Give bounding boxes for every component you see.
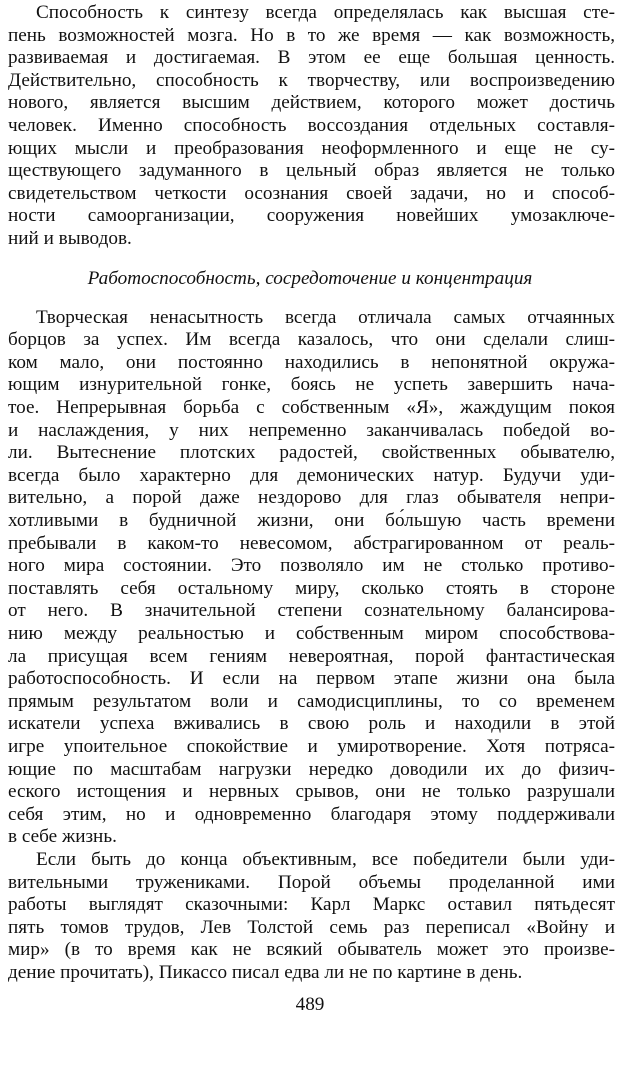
text-line: ли. Вытеснение плотских радостей, свойственных обывателю,	[8, 442, 615, 464]
text-line: работы выглядят сказочными: Карл Маркс оставил пятьдесят	[8, 894, 615, 916]
text-line: вительными тружениками. Порой объемы проделанной ими	[8, 871, 615, 893]
text-line: от него. В значительной степени сознательному балансирова-	[8, 600, 615, 622]
text-line: еского истощения и нервных срывов, они не только разрушали	[8, 781, 615, 803]
text-line: нового, является высшим действием, которого может достичь	[8, 92, 615, 114]
text-line: мир» (в то время как не всякий обыватель может это произве-	[8, 939, 615, 961]
text-line: развиваемая и достигаемая. В этом ее еще большая ценность.	[8, 47, 615, 69]
text-line: ности самоорганизации, сооружения новейших умозаключе-	[8, 205, 615, 227]
text-line: ющих мысли и преобразования неоформленного и еще не су-	[8, 137, 615, 159]
text-line: Если быть до конца объективным, все победители были уди-	[36, 849, 615, 870]
text-line: искатели успеха вживались в свою роль и находили в этой	[8, 713, 615, 735]
text-line: ющим изнурительной гонке, боясь не успеть завершить нача-	[8, 374, 615, 396]
text-line: всегда было характерно для демонических натур. Будучи уди-	[8, 464, 615, 486]
text-line: тое. Непрерывная борьба с собственным «Я», жаждущим покоя	[8, 397, 615, 418]
text-line: Способность к синтезу всегда определялась как высшая сте-	[36, 2, 615, 23]
text-line: свидетельством четкости осознания своей задачи, но и способ-	[8, 182, 615, 204]
text-line: пребывали в каком-то невесомом, абстрагированном от реаль-	[8, 532, 615, 554]
text-line: нию между реальностью и собственным миром способствова-	[8, 623, 615, 644]
text-line: ного мира состоянии. Это позволяло им не столько противо-	[8, 555, 615, 577]
section-heading: Работоспособность, сосредоточение и концентрация	[87, 267, 533, 289]
text-line: Творческая ненасытность всегда отличала самых отчаянных	[36, 306, 615, 328]
text-line: прямым результатом воли и самодисциплины, то со временем	[8, 690, 615, 712]
text-line: пень возможностей мозга. Но в то же время — как возможность,	[8, 24, 615, 46]
text-line: ний и выводов.	[8, 228, 132, 249]
text-line: и наслаждения, у них непременно заканчивалась победой во-	[8, 419, 615, 441]
text-line: человек. Именно способность воссоздания отдельных составля-	[8, 115, 615, 136]
text-line: хотливыми в будничной жизни, они бо́льшую часть времени	[8, 510, 615, 531]
text-line: ком мало, они постоянно находились в непонятной окружа-	[8, 351, 615, 373]
text-line: борцов за успех. Им всегда казалось, что они сделали слиш-	[8, 329, 615, 351]
text-line: дение прочитать), Пикассо писал едва ли не по картине в день.	[8, 962, 523, 983]
text-line: в себе жизнь.	[8, 826, 117, 848]
text-line: поставлять себя остальному миру, сколько стоять в стороне	[8, 577, 615, 599]
text-line: вительно, а порой даже нездорово для глаз обывателя непри-	[8, 487, 615, 509]
text-line: ющие по масштабам нагрузки нередко доводили их до физич-	[8, 758, 615, 780]
text-line: Действительно, способность к творчеству, или воспроизведению	[8, 69, 615, 91]
text-line: ществующего задуманного в цельный образ является не только	[8, 160, 615, 182]
text-line: пять томов трудов, Лев Толстой семь раз переписал «Войну и	[8, 916, 615, 938]
text-line: ла присущая всем гениям невероятная, порой фантастическая	[8, 645, 615, 667]
page-number: 489	[295, 993, 325, 1015]
text-line: игре упоительное спокойствие и умиротворение. Хотя потряса-	[8, 736, 615, 757]
text-line: работоспособность. И если на первом этапе жизни она была	[8, 668, 615, 690]
text-line: себя этим, но и одновременно благодаря этому поддерживали	[8, 803, 615, 825]
